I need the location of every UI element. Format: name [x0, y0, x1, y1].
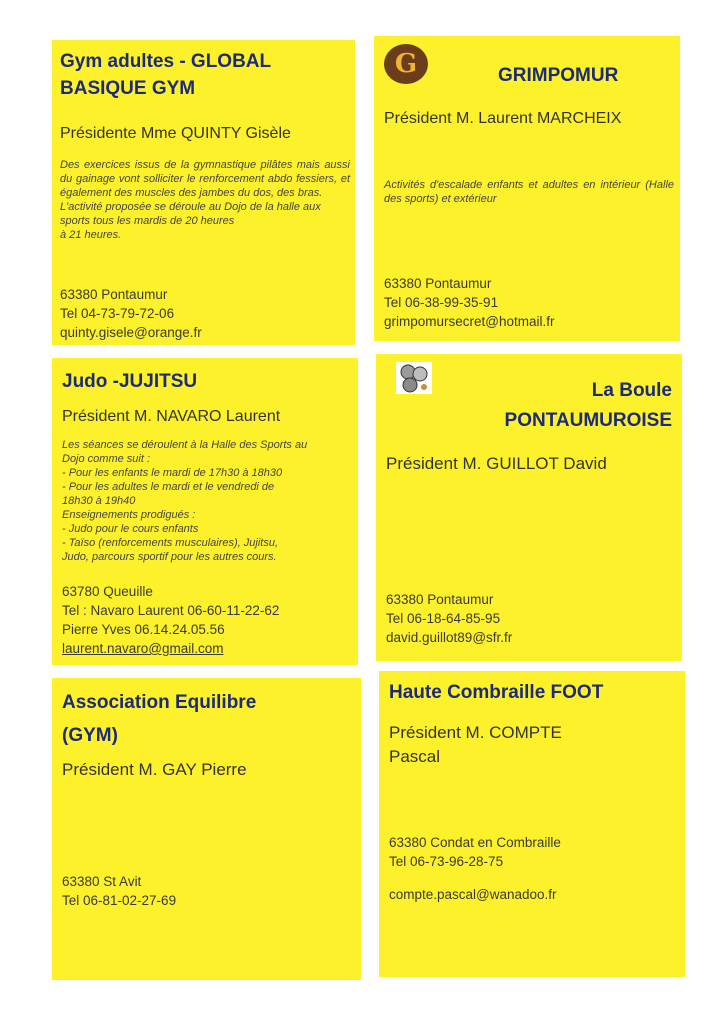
logo-letter: G	[394, 49, 418, 79]
climbing-logo	[384, 44, 428, 84]
president-name: Présidente Mme QUINTY Gisèle	[60, 125, 291, 142]
address: 63380 Condat en Combraille	[389, 835, 561, 850]
schedule-line: Les séances se déroulent à la Halle des Sports au	[62, 439, 308, 451]
address: 63380 St Avit	[62, 874, 142, 889]
president-name: Président M. GAY Pierre	[62, 760, 247, 779]
president-name: Pascal	[389, 747, 441, 766]
activity-description: Activités d'escalade enfants et adultes en intérieur (Halle des sports) et extérieur	[384, 179, 674, 205]
card-judo-jujitsu	[52, 358, 358, 665]
address: 63380 Pontaumur	[384, 276, 492, 291]
email-link[interactable]: david.guillot89@sfr.fr	[386, 630, 513, 645]
schedule-line: - Judo pour le cours enfants	[62, 523, 199, 535]
card-gym-adultes	[52, 40, 355, 345]
schedule-line: 18h30 à 19h40	[62, 495, 136, 507]
schedule-line: - Taïso (renforcements musculaires), Jujitsu,	[62, 537, 278, 549]
card-la-boule	[376, 354, 682, 661]
card-title: GRIMPOMUR	[498, 65, 619, 86]
card-title: Judo -JUJITSU	[62, 371, 198, 392]
activity-description: à 21 heures.	[60, 229, 122, 241]
email-link[interactable]: grimpomursecret@hotmail.fr	[384, 314, 555, 329]
phone: Tel 04-73-79-72-06	[60, 306, 175, 321]
schedule-line: Dojo comme suit :	[62, 453, 151, 465]
president-name: Président M. NAVARO Laurent	[62, 408, 281, 425]
phone: Tel : Navaro Laurent 06-60-11-22-62	[62, 603, 280, 618]
address: 63380 Pontaumur	[386, 592, 494, 607]
card-title: BASIQUE GYM	[60, 78, 196, 99]
card-title: La Boule	[591, 380, 672, 401]
email-link[interactable]: quinty.gisele@orange.fr	[60, 325, 202, 340]
activity-schedule	[62, 438, 354, 564]
activity-description: L'activité proposée se déroule au Dojo de la halle aux sports tous les mardis de 20 heures	[60, 201, 321, 227]
schedule-line: Judo, parcours sportif pour les autres cours.	[62, 551, 277, 563]
email-link[interactable]: compte.pascal@wanadoo.fr	[389, 887, 557, 902]
card-title: (GYM)	[62, 725, 118, 746]
address: 63780 Queuille	[62, 584, 153, 599]
card-haute-combraille-foot	[379, 671, 685, 977]
schedule-line: - Pour les adultes le mardi et le vendredi de	[62, 481, 275, 493]
email-link[interactable]: laurent.navaro@gmail.com	[62, 641, 224, 656]
president-name: Président M. Laurent MARCHEIX	[384, 110, 622, 127]
schedule-line: Enseignements prodigués :	[62, 509, 196, 521]
card-association-equilibre	[52, 678, 361, 980]
card-title: PONTAUMUROISE	[504, 410, 672, 431]
petanque-balls-icon	[396, 362, 432, 394]
phone: Tel 06-73-96-28-75	[389, 854, 504, 869]
phone: Tel 06-38-99-35-91	[384, 295, 499, 310]
card-title: Gym adultes - GLOBAL	[60, 51, 272, 72]
card-grimpomur	[374, 36, 680, 341]
phone: Tel 06-81-02-27-69	[62, 893, 177, 908]
card-title: Haute Combraille FOOT	[389, 682, 604, 703]
card-title: Association Equilibre	[62, 692, 257, 713]
schedule-line: - Pour les enfants le mardi de 17h30 à 18h30	[62, 467, 283, 479]
phone: Tel 06-18-64-85-95	[386, 611, 501, 626]
address: 63380 Pontaumur	[60, 287, 168, 302]
phone-secondary: Pierre Yves 06.14.24.05.56	[62, 622, 225, 637]
president-name: Président M. GUILLOT David	[386, 454, 607, 473]
president-name: Président M. COMPTE	[389, 723, 562, 742]
activity-description: Des exercices issus de la gymnastique pilâtes mais aussi du gainage vont solliciter le renforcement abdo fessiers, et également des muscles des jambes du dos, des bras.	[60, 159, 350, 199]
